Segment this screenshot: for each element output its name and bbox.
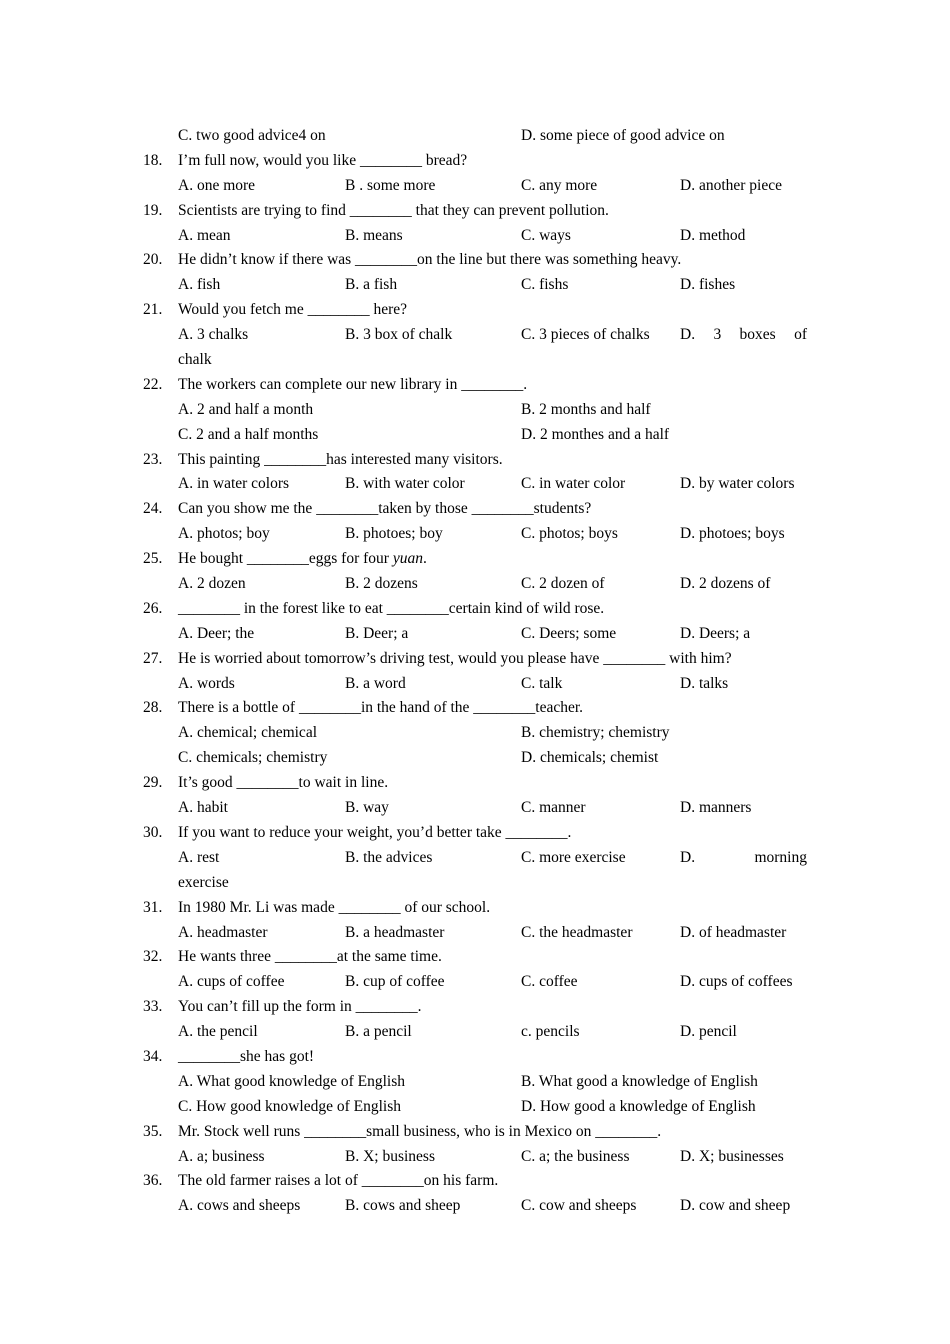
option-a: A. cups of coffee [178, 973, 285, 991]
option-a: A. What good knowledge of English [178, 1072, 406, 1090]
option-c: C. two good advice4 on [178, 127, 326, 144]
option-d: D. fishes [680, 276, 736, 294]
question-text: He is worried about tomorrow’s driving test, would you please have ________ with him? [178, 649, 732, 667]
option-d: D. Deers; a [680, 624, 751, 642]
question-22-stem [0, 373, 950, 398]
option-d: D. chemicals; chemist [521, 749, 659, 767]
option-c: C. Deers; some [521, 624, 617, 642]
question-29-stem [0, 771, 950, 796]
option-d: D. method [680, 226, 746, 244]
question-21-stem [0, 298, 950, 323]
question-number: 23. [143, 450, 163, 468]
option-d-word: 3 [713, 326, 722, 344]
option-d-word: boxes [739, 326, 776, 344]
option-a: A. headmaster [178, 923, 268, 941]
option-c: C. talk [521, 674, 563, 692]
option-b: B. 3 box of chalk [345, 326, 453, 344]
question-text: He didn’t know if there was ________on the line but there was something heavy. [178, 251, 682, 269]
question-number: 20. [143, 251, 163, 269]
option-a: A. a; business [178, 1147, 265, 1165]
option-c: C. more exercise [521, 848, 626, 866]
question-text: ________ in the forest like to eat ________certain kind of wild rose. [178, 599, 605, 617]
option-d [680, 846, 807, 871]
question-number: 33. [143, 998, 163, 1016]
question-24-options [0, 522, 950, 547]
option-b: B. 2 months and half [521, 400, 651, 418]
question-number: 19. [143, 201, 163, 219]
question-22-options-ab [0, 398, 950, 423]
option-c: C. any more [521, 176, 598, 194]
question-22-options-cd [0, 423, 950, 448]
option-a: A. fish [178, 276, 221, 294]
question-text: The old farmer raises a lot of ________on his farm. [178, 1172, 499, 1190]
question-text: You can’t fill up the form in ________. [178, 998, 422, 1016]
question-number: 25. [143, 550, 163, 568]
question-text: This painting ________has interested many visitors. [178, 450, 503, 468]
option-c: C. a; the business [521, 1147, 630, 1165]
option-a: A. mean [178, 226, 231, 244]
option-d: D. talks [680, 674, 729, 692]
question-text-part: He bought ________eggs for four [178, 550, 393, 568]
question-27-options [0, 672, 950, 697]
question-32-stem [0, 945, 950, 970]
option-c: C. in water color [521, 475, 626, 493]
question-18-stem [0, 149, 950, 174]
question-text: The workers can complete our new library in ________. [178, 375, 528, 393]
option-b: B. a word [345, 674, 406, 692]
question-number: 30. [143, 823, 163, 841]
question-23-options [0, 472, 950, 497]
option-a: A. Deer; the [178, 624, 255, 642]
option-b: B. means [345, 226, 403, 244]
option-d [680, 323, 807, 348]
option-c: C. 2 and a half months [178, 425, 319, 443]
option-a: A. rest [178, 848, 220, 866]
question-24-stem [0, 497, 950, 522]
question-31-options [0, 921, 950, 946]
option-b: B. way [345, 799, 389, 817]
option-c: C. coffee [521, 973, 578, 991]
option-d-continuation: chalk [178, 351, 212, 369]
option-d: D. X; businesses [680, 1147, 784, 1165]
question-number: 28. [143, 699, 163, 717]
question-35-stem [0, 1120, 950, 1145]
question-25-options [0, 572, 950, 597]
question-17-continuation [0, 124, 950, 149]
option-a: A. chemical; chemical [178, 724, 318, 742]
question-number: 27. [143, 649, 163, 667]
option-d-letter: D. [680, 326, 696, 344]
option-c: C. fishs [521, 276, 569, 294]
option-d-continuation: exercise [178, 873, 229, 891]
option-c: C. photos; boys [521, 525, 618, 543]
option-b: B. photoes; boy [345, 525, 443, 543]
option-d: D. some piece of good advice on [521, 127, 725, 144]
option-a: A. 2 dozen [178, 575, 246, 593]
option-d: D. 2 monthes and a half [521, 425, 670, 443]
question-34-options-cd [0, 1095, 950, 1120]
option-c: C. 2 dozen of [521, 575, 605, 593]
option-a: A. in water colors [178, 475, 290, 493]
question-18-options [0, 174, 950, 199]
option-b: B. 2 dozens [345, 575, 418, 593]
option-c: c. pencils [521, 1023, 580, 1041]
option-c: C. How good knowledge of English [178, 1097, 402, 1115]
question-20-stem [0, 248, 950, 273]
question-33-options [0, 1020, 950, 1045]
question-36-options [0, 1194, 950, 1219]
question-text: ________she has got! [178, 1047, 315, 1065]
option-a: A. words [178, 674, 235, 692]
question-number: 26. [143, 599, 163, 617]
option-d: D. manners [680, 799, 752, 817]
question-30-option-d-continuation [0, 871, 950, 896]
option-a: A. one more [178, 176, 256, 194]
option-b: B. a fish [345, 276, 398, 294]
option-a: A. the pencil [178, 1023, 258, 1041]
question-31-stem [0, 896, 950, 921]
question-text: In 1980 Mr. Li was made ________ of our school. [178, 898, 491, 916]
question-number: 18. [143, 151, 163, 169]
option-b: B. the advices [345, 848, 433, 866]
option-d: D. photoes; boys [680, 525, 785, 543]
option-d: D. pencil [680, 1023, 737, 1041]
question-text: There is a bottle of ________in the hand of the ________teacher. [178, 699, 584, 717]
question-29-options [0, 796, 950, 821]
question-text: If you want to reduce your weight, you’d better take ________. [178, 823, 572, 841]
question-text: I’m full now, would you like ________ bread? [178, 151, 468, 169]
option-a: A. 3 chalks [178, 326, 249, 344]
option-d: D. 2 dozens of [680, 575, 771, 593]
option-c: C. cow and sheeps [521, 1197, 637, 1215]
question-text: Scientists are trying to find ________ that they can prevent pollution. [178, 201, 609, 219]
option-d: D. cups of coffees [680, 973, 793, 991]
question-19-options [0, 224, 950, 249]
question-text-part: . [422, 550, 427, 568]
question-28-stem [0, 696, 950, 721]
question-21-option-d-continuation [0, 348, 950, 373]
option-d: D. cow and sheep [680, 1197, 791, 1215]
question-26-stem [0, 597, 950, 622]
option-b: B. X; business [345, 1147, 435, 1165]
option-d-letter: D. [680, 848, 696, 866]
question-number: 34. [143, 1047, 163, 1065]
question-23-stem [0, 448, 950, 473]
option-d: D. How good a knowledge of English [521, 1097, 756, 1115]
question-20-options [0, 273, 950, 298]
question-number: 24. [143, 500, 163, 518]
question-26-options [0, 622, 950, 647]
question-text: Can you show me the ________taken by those ________students? [178, 500, 592, 518]
option-c: C. the headmaster [521, 923, 633, 941]
option-b: B. What good a knowledge of English [521, 1072, 758, 1090]
option-b: B. chemistry; chemistry [521, 724, 670, 742]
question-text: It’s good ________to wait in line. [178, 774, 389, 792]
question-35-options [0, 1145, 950, 1170]
question-28-options-ab [0, 721, 950, 746]
option-c: C. chemicals; chemistry [178, 749, 328, 767]
option-d-word: morning [754, 848, 807, 866]
option-b: B. Deer; a [345, 624, 409, 642]
question-text: He wants three ________at the same time. [178, 948, 442, 966]
option-c: C. manner [521, 799, 586, 817]
question-21-options [0, 323, 950, 348]
question-30-options [0, 846, 950, 871]
question-27-stem [0, 647, 950, 672]
option-b: B. a headmaster [345, 923, 445, 941]
exam-page [0, 124, 950, 1219]
question-32-options [0, 970, 950, 995]
option-b: B. with water color [345, 475, 465, 493]
question-number: 21. [143, 301, 163, 319]
question-text-italic: yuan [392, 550, 423, 568]
option-a: A. 2 and half a month [178, 400, 314, 418]
option-b: B . some more [345, 176, 436, 194]
option-b: B. cup of coffee [345, 973, 445, 991]
question-25-stem [0, 547, 950, 572]
question-33-stem [0, 995, 950, 1020]
question-number: 36. [143, 1172, 163, 1190]
question-30-stem [0, 821, 950, 846]
question-text [178, 547, 427, 572]
question-34-options-ab [0, 1070, 950, 1095]
option-d: D. by water colors [680, 475, 795, 493]
question-text: Would you fetch me ________ here? [178, 301, 408, 319]
question-number: 29. [143, 774, 163, 792]
question-number: 32. [143, 948, 163, 966]
question-number: 31. [143, 898, 163, 916]
option-b: B. a pencil [345, 1023, 412, 1041]
question-36-stem [0, 1169, 950, 1194]
option-c: C. 3 pieces of chalks [521, 326, 650, 344]
option-a: A. cows and sheeps [178, 1197, 301, 1215]
option-d-word: of [794, 326, 807, 344]
question-number: 35. [143, 1122, 163, 1140]
option-d: D. of headmaster [680, 923, 787, 941]
question-34-stem [0, 1045, 950, 1070]
option-c: C. ways [521, 226, 571, 244]
question-19-stem [0, 199, 950, 224]
question-number: 22. [143, 375, 163, 393]
option-a: A. photos; boy [178, 525, 270, 543]
question-text: Mr. Stock well runs ________small business, who is in Mexico on ________. [178, 1122, 662, 1140]
option-d: D. another piece [680, 176, 782, 194]
option-b: B. cows and sheep [345, 1197, 461, 1215]
question-28-options-cd [0, 746, 950, 771]
option-a: A. habit [178, 799, 228, 817]
